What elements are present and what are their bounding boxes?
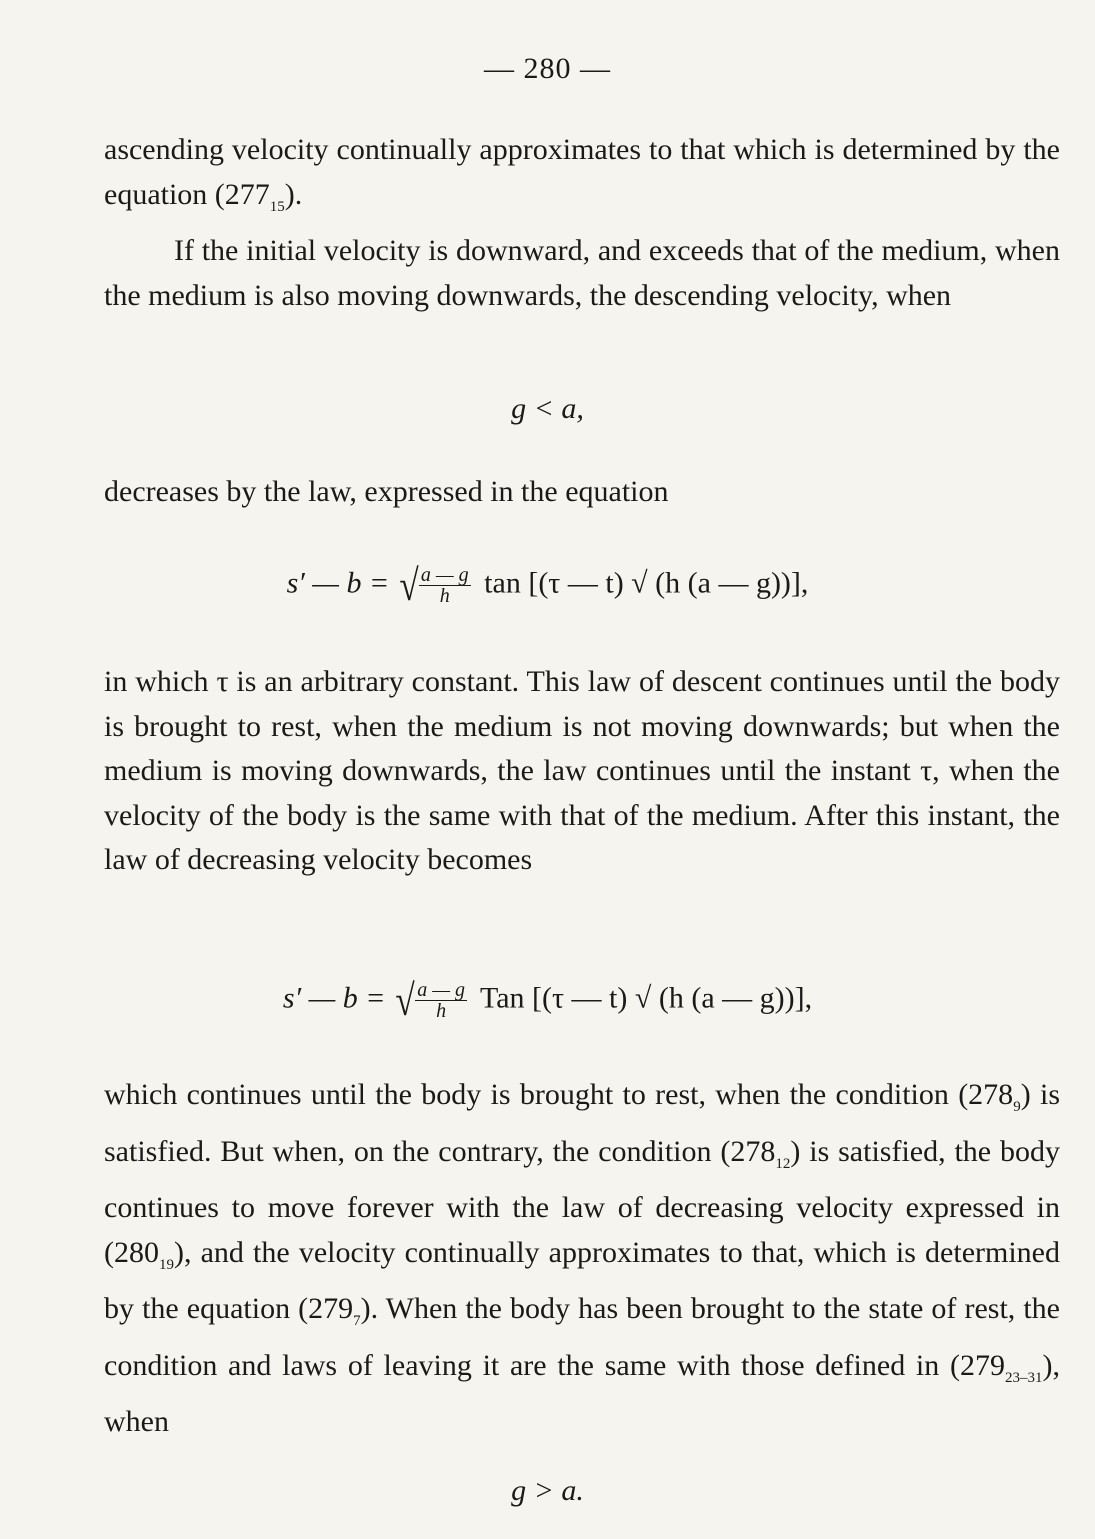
p5-t6: ), when	[104, 1348, 1060, 1438]
p5-t5: ). When the body has been brought to the state of rest, the condition and laws of leaving it are the same with those defined in (279	[104, 1292, 1060, 1382]
formula-1-text: g < a,	[511, 392, 584, 425]
formula-tan	[0, 560, 1095, 611]
formula-Tan	[0, 975, 1095, 1026]
p5-s3: 19	[159, 1256, 174, 1273]
paragraph-3	[104, 470, 1060, 515]
sqrt-symbol: √	[395, 976, 415, 1025]
para1-end: ).	[284, 177, 303, 211]
paragraph-2: If the initial velocity is downward, and exceeds that of the medium, when the medium is also moving downwards, the descending velocity, when	[104, 234, 1060, 312]
fraction-numerator: a — g	[417, 979, 465, 1001]
formula-g-less-a	[0, 392, 1095, 426]
para1-sub: 15	[269, 198, 285, 215]
paragraph-1-text	[104, 128, 1060, 229]
p5-t2: ) is satisfied. But when, on the contrary, the condition (278	[104, 1078, 1061, 1168]
p5-s4: 7	[353, 1313, 361, 1329]
p5-s1: 9	[1013, 1099, 1021, 1115]
p5-t4: ), and the velocity continually approximates to that, which is determined by the equation (279	[104, 1235, 1060, 1325]
fraction-denominator: h	[439, 585, 450, 607]
page-number-header: — 280 —	[484, 52, 611, 85]
para1-text: ascending velocity continually approximates to that which is determined by the equation (277	[104, 133, 1060, 211]
paragraph-4	[104, 660, 1060, 883]
paragraph-5	[104, 1073, 1060, 1445]
formula-g-greater-a	[0, 1474, 1095, 1508]
fraction	[415, 980, 467, 1021]
formula-4-text: g > a.	[511, 1474, 584, 1507]
formula-3-lhs: s′ — b =	[282, 981, 386, 1015]
fraction	[419, 565, 471, 606]
formula-3-rhs: Tan [(τ — t) √ (h (a — g))],	[479, 981, 813, 1015]
p5-s2: 12	[775, 1155, 791, 1172]
p5-t1: which continues until the body is brought to rest, when the condition (278	[104, 1078, 1014, 1111]
formula-2-lhs: s′ — b =	[286, 566, 390, 600]
paragraph-3-text: decreases by the law, expressed in the equation	[104, 475, 669, 508]
sqrt-symbol: √	[399, 561, 419, 610]
formula-2-rhs: tan [(τ — t) √ (h (a — g))],	[484, 566, 809, 600]
p5-t3: ) is satisfied, the body continues to move forever with the law of decreasing velocity expressed in (280	[104, 1134, 1060, 1269]
paragraph-4-text: in which τ is an arbitrary constant. This law of descent continues until the body is brought to rest, when the medium is not moving downwards; but when the medium is moving downwards, the law continues until the instant τ, when the velocity of the body is the same with that of the medium. After this instant, the law of decreasing velocity becomes	[104, 665, 1060, 876]
p5-s5: 23–31	[1005, 1369, 1043, 1386]
fraction-numerator: a — g	[420, 564, 469, 586]
paragraph-5-text	[104, 1073, 1060, 1445]
fraction-denominator: h	[436, 1000, 447, 1022]
paragraph-1	[104, 128, 1060, 318]
